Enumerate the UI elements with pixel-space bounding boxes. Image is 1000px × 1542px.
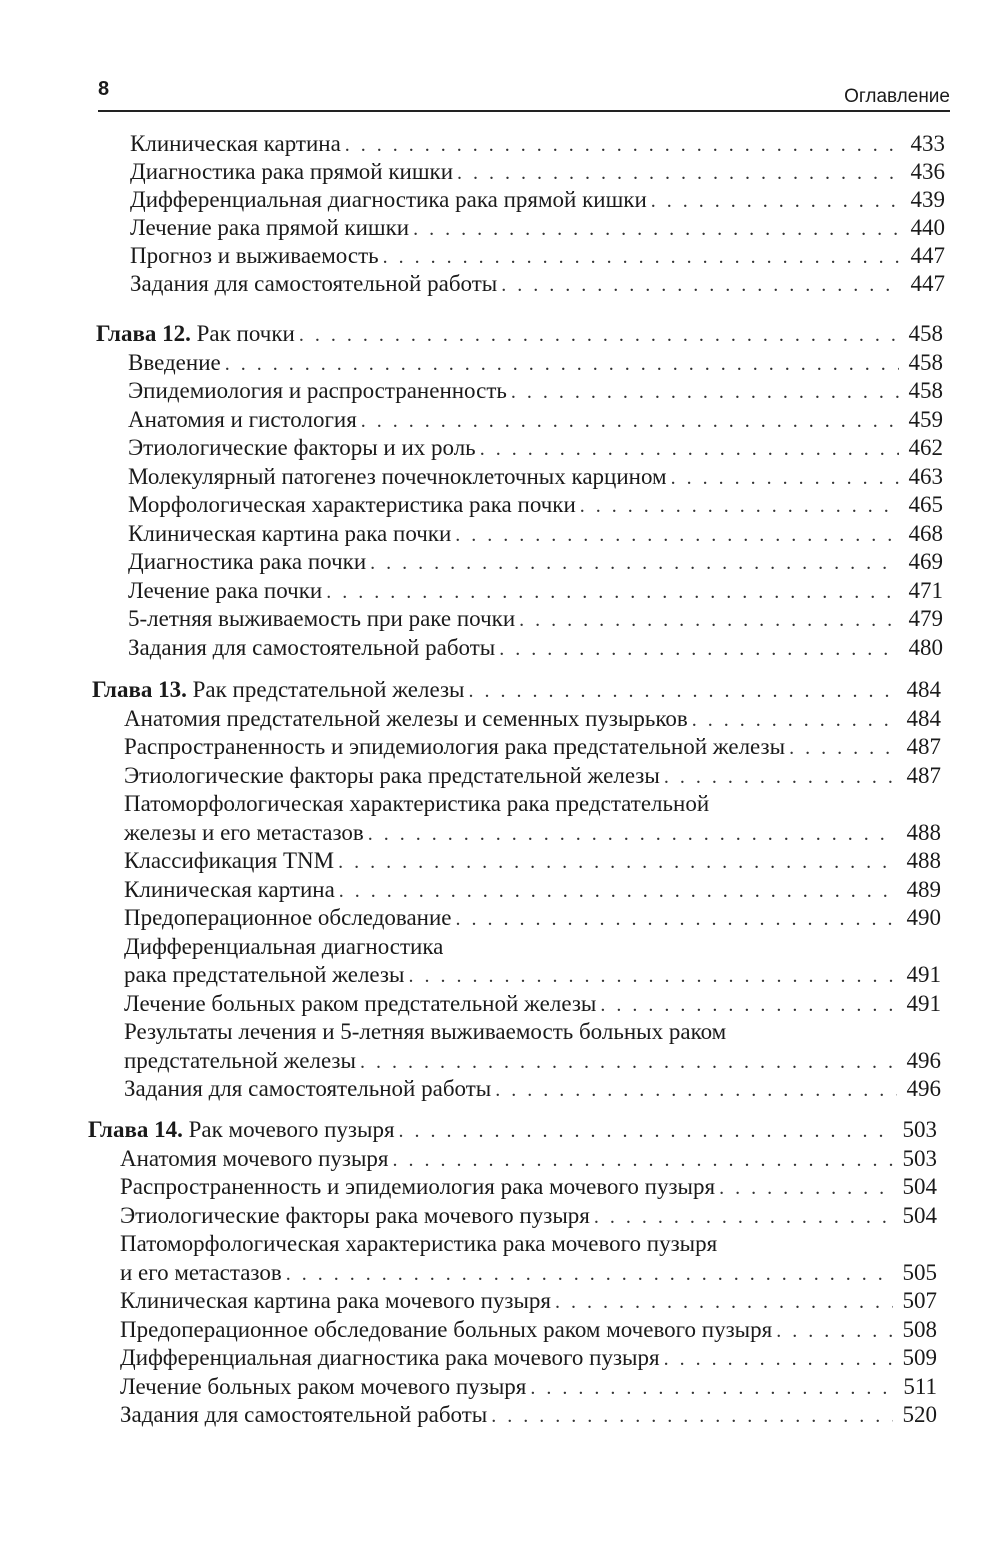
toc-entry-title: Морфологическая характеристика рака почки (128, 492, 576, 517)
toc-entry-title: Лечение рака почки (128, 577, 323, 603)
toc-entry[interactable] (120, 1145, 937, 1173)
toc-entry-title: Распространенность и эпидемиология рака мочевого пузыря (120, 1174, 716, 1199)
toc-entry[interactable] (124, 1018, 941, 1046)
toc-entry-title: Результаты лечения и 5-летняя выживаемость больных раком (124, 1019, 727, 1044)
toc-entry[interactable] (128, 349, 943, 377)
toc-entry[interactable] (124, 762, 941, 790)
toc-entry-title: Диагностика рака почки (128, 549, 367, 574)
dot-leader (455, 521, 899, 549)
dot-leader (286, 1260, 893, 1288)
dot-leader (499, 635, 899, 663)
toc-chapter-ch13[interactable] (92, 676, 941, 704)
toc-entry-title: Этиологические факторы и их роль (128, 435, 476, 460)
toc-entry[interactable] (128, 406, 943, 434)
toc-page-number: 440 (910, 215, 945, 240)
dot-leader (383, 243, 901, 271)
toc-entry[interactable] (130, 214, 945, 242)
toc-page-number: 458 (908, 378, 943, 403)
dot-leader (225, 350, 899, 378)
dot-leader (361, 407, 899, 435)
toc-entry[interactable] (124, 790, 941, 818)
toc-page-number: 487 (906, 734, 941, 759)
dot-leader (501, 271, 901, 299)
toc-entry[interactable] (128, 577, 943, 605)
dot-leader (664, 1345, 893, 1373)
toc-entry[interactable] (124, 990, 941, 1018)
dot-leader (368, 820, 897, 848)
toc-page-number: 509 (902, 1345, 937, 1370)
toc-page-number: 496 (906, 1047, 941, 1073)
toc-entry-title: Патоморфологическая характеристика рака мочевого пузыря (120, 1231, 718, 1256)
toc-entry-title: Лечение больных раком предстательной железы (124, 990, 597, 1016)
toc-entry-title: Этиологические факторы рака предстательной железы (124, 762, 660, 788)
toc-entry-title: Задания для самостоятельной работы (124, 1076, 492, 1101)
toc-page-number: 503 (902, 1117, 937, 1142)
toc-entry-title: Клиническая картина рака почки (128, 520, 452, 546)
toc-page-number: 491 (906, 962, 941, 987)
toc-entry[interactable] (130, 270, 945, 298)
toc-page-number: 433 (910, 131, 945, 156)
chapter-title: Рак мочевого пузыря (188, 1117, 395, 1142)
toc-page-number: 436 (910, 159, 945, 184)
toc-entry[interactable] (124, 961, 941, 989)
toc-entry-title: Дифференциальная диагностика рака мочевого пузыря (120, 1345, 660, 1370)
toc-page-number: 480 (908, 634, 943, 660)
toc-entry-title: и его метастазов (120, 1259, 282, 1285)
dot-leader (326, 578, 899, 606)
toc-entry-title: Анатомия и гистология (128, 406, 357, 432)
toc-page-number: 462 (908, 435, 943, 460)
toc-page-number: 458 (908, 321, 943, 346)
toc-entry[interactable] (124, 904, 941, 932)
dot-leader (491, 1402, 893, 1430)
dot-leader (594, 1203, 893, 1231)
toc-entry-title (92, 676, 465, 704)
page-header (98, 72, 950, 112)
toc-entry[interactable] (120, 1259, 937, 1287)
toc-page-number: 469 (908, 549, 943, 574)
toc-entry[interactable] (130, 242, 945, 270)
toc-entry[interactable] (120, 1344, 937, 1372)
toc-page-number: 458 (908, 349, 943, 375)
toc-entry[interactable] (124, 733, 941, 761)
dot-leader (519, 606, 899, 634)
dot-leader (469, 677, 897, 705)
toc-entry-title: Дифференциальная диагностика рака прямой кишки (130, 187, 647, 212)
toc-entry[interactable] (124, 1047, 941, 1075)
toc-entry-title: Лечение больных раком мочевого пузыря (120, 1373, 527, 1399)
dot-leader (480, 435, 899, 463)
dot-leader (457, 159, 901, 187)
toc-page-number: 505 (902, 1259, 937, 1285)
dot-leader (580, 492, 899, 520)
toc-entry[interactable] (124, 847, 941, 875)
chapter-title: Рак почки (196, 321, 295, 346)
toc-page-number: 503 (902, 1145, 937, 1171)
dot-leader (692, 706, 897, 734)
dot-leader (789, 734, 897, 762)
toc-entry-title: Распространенность и эпидемиология рака предстательной железы (124, 734, 786, 759)
chapter-label: Глава 13. (92, 677, 187, 702)
toc-entry[interactable] (128, 434, 943, 462)
toc-chapter-ch12[interactable] (96, 320, 943, 348)
toc-entry-title: Лечение рака прямой кишки (130, 215, 410, 240)
toc-entry[interactable] (120, 1202, 937, 1230)
toc-page-number: 504 (902, 1202, 937, 1228)
toc-entry-title: Молекулярный патогенез почечноклеточных карцином (128, 463, 667, 489)
chapter-label: Глава 14. (88, 1117, 183, 1142)
toc-page-number: 507 (902, 1288, 937, 1313)
toc-page-number: 471 (908, 577, 943, 603)
toc-entry-title: Дифференциальная диагностика (124, 933, 444, 959)
toc-entry[interactable] (124, 1075, 941, 1103)
toc-page-number: 511 (903, 1373, 937, 1399)
toc-entry-title: 5-летняя выживаемость при раке почки (128, 606, 516, 631)
dot-leader (495, 1076, 897, 1104)
toc-page-number: 479 (908, 606, 943, 631)
toc-page-number: 487 (906, 762, 941, 788)
dot-leader (413, 215, 901, 243)
toc-page-number: 504 (902, 1174, 937, 1199)
dot-leader (399, 1117, 893, 1145)
dot-leader (555, 1288, 893, 1316)
toc-page-number: 508 (902, 1316, 937, 1342)
dot-leader (456, 905, 897, 933)
toc-entry-title: Задания для самостоятельной работы (128, 634, 496, 660)
page-number: 8 (98, 78, 110, 100)
toc-page-number: 520 (902, 1402, 937, 1427)
toc-entry-title: Введение (128, 349, 221, 375)
toc-entry[interactable] (130, 186, 945, 214)
toc-entry-title: Патоморфологическая характеристика рака предстательной (124, 791, 710, 816)
toc-entry[interactable] (130, 130, 945, 158)
toc-entry[interactable] (124, 876, 941, 904)
toc-entry[interactable] (120, 1401, 937, 1429)
dot-leader (600, 991, 897, 1019)
toc-entry-title: Эпидемиология и распространенность (128, 378, 507, 403)
dot-leader (664, 763, 897, 791)
toc-entry[interactable] (128, 548, 943, 576)
toc-page-number: 489 (906, 876, 941, 902)
dot-leader (339, 877, 897, 905)
toc-entry-title: Анатомия предстательной железы и семенных пузырьков (124, 705, 688, 731)
toc-entry-title: Прогноз и выживаемость (130, 243, 379, 268)
chapter-title: Рак предстательной железы (192, 677, 465, 702)
dot-leader (408, 962, 897, 990)
toc-entry[interactable] (128, 377, 943, 405)
toc-entry-title: Классификация TNM (124, 848, 335, 873)
toc-entry[interactable] (128, 605, 943, 633)
toc-entry-title: рака предстательной железы (124, 962, 405, 987)
toc-page-number: 465 (908, 492, 943, 517)
toc-entry[interactable] (130, 158, 945, 186)
dot-leader (776, 1317, 893, 1345)
toc-page-number: 447 (910, 243, 945, 268)
toc-entry-title: Предоперационное обследование больных раком мочевого пузыря (120, 1316, 773, 1342)
toc-entry[interactable] (128, 491, 943, 519)
toc-entry-title (88, 1116, 395, 1144)
toc-page-number: 468 (908, 520, 943, 546)
toc-entry-title: железы и его метастазов (124, 819, 364, 845)
dot-leader (370, 549, 899, 577)
dot-leader (651, 187, 901, 215)
toc-entry[interactable] (120, 1287, 937, 1315)
toc-page-number: 496 (906, 1076, 941, 1101)
toc-entry[interactable] (120, 1316, 937, 1344)
dot-leader (671, 464, 899, 492)
toc-entry[interactable] (120, 1230, 937, 1258)
toc-page-number: 459 (908, 406, 943, 432)
toc-entry[interactable] (120, 1373, 937, 1401)
toc-page-number: 463 (908, 463, 943, 489)
dot-leader (299, 321, 899, 349)
toc-entry-title: Диагностика рака прямой кишки (130, 159, 454, 184)
toc-entry-title: Клиническая картина (130, 131, 341, 156)
toc-page-number: 484 (906, 677, 941, 702)
toc-entry[interactable] (124, 819, 941, 847)
toc-entry-title: предстательной железы (124, 1047, 356, 1073)
toc-entry[interactable] (120, 1173, 937, 1201)
toc-entry[interactable] (128, 634, 943, 662)
dot-leader (511, 378, 899, 406)
toc-entry-title: Этиологические факторы рака мочевого пузыря (120, 1202, 590, 1228)
dot-leader (360, 1048, 897, 1076)
chapter-label: Глава 12. (96, 321, 191, 346)
toc-page-number: 484 (906, 705, 941, 731)
toc-entry-title: Задания для самостоятельной работы (120, 1402, 488, 1427)
toc-page-number: 488 (906, 819, 941, 845)
toc-entry-title (96, 320, 295, 348)
running-title: Оглавление (844, 86, 950, 107)
toc-entry-title: Анатомия мочевого пузыря (120, 1145, 389, 1171)
toc-entry-title: Предоперационное обследование (124, 905, 452, 930)
toc-entry[interactable] (128, 463, 943, 491)
dot-leader (393, 1146, 893, 1174)
toc-page-number: 491 (906, 990, 941, 1016)
toc-page-number: 439 (910, 187, 945, 212)
toc-entry-title: Задания для самостоятельной работы (130, 271, 498, 296)
toc-entry-title: Клиническая картина (124, 876, 335, 902)
toc-entry-title: Клиническая картина рака мочевого пузыря (120, 1288, 551, 1313)
toc-page-number: 488 (906, 848, 941, 873)
toc-entry[interactable] (128, 520, 943, 548)
toc-entry[interactable] (124, 705, 941, 733)
dot-leader (345, 131, 901, 159)
dot-leader (530, 1374, 893, 1402)
toc-page-number: 490 (906, 905, 941, 930)
toc-entry[interactable] (124, 933, 941, 961)
toc-chapter-ch14[interactable] (88, 1116, 937, 1144)
toc-page-number: 447 (910, 271, 945, 296)
dot-leader (338, 848, 897, 876)
dot-leader (719, 1174, 893, 1202)
